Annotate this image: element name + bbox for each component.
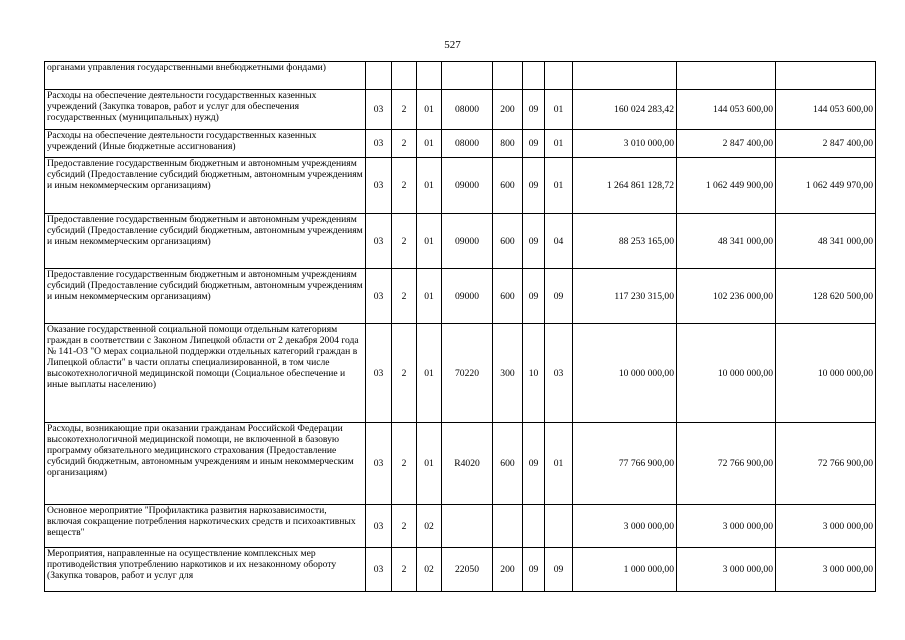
program-code-cell: 03 <box>366 269 392 324</box>
program-code-cell: 03 <box>366 423 392 505</box>
amount-year2-cell: 144 053 600,00 <box>677 90 776 130</box>
amount-year3-cell: 48 341 000,00 <box>776 214 876 269</box>
row-name-cell: Оказание государственной социальной помощи отдельным категориям граждан в соответствии с Законом Липецкой области от 2 декабря 2004 года № 141-ОЗ "О мерах социальной поддержки отдельных категорий граждан в Липецкой области" в части оплаты специализированной, в том числе высокотехнологичной медицинской помощи (Социальное обеспечение и иные выплаты населению) <box>45 324 366 423</box>
subsection-cell: 01 <box>545 90 573 130</box>
subprogram-code-cell: 2 <box>392 158 417 214</box>
amount-year2-cell: 2 847 400,00 <box>677 130 776 158</box>
amount-year2-cell: 48 341 000,00 <box>677 214 776 269</box>
expense-type-cell: 200 <box>493 548 523 592</box>
subsection-cell: 03 <box>545 324 573 423</box>
program-code-cell: 03 <box>366 130 392 158</box>
table-row <box>45 158 876 214</box>
row-name-cell: Предоставление государственным бюджетным и автономным учреждениям субсидий (Предоставление субсидий бюджетным, автономным учреждениям и иным некоммерческим организациям) <box>45 158 366 214</box>
subsection-cell: 01 <box>545 158 573 214</box>
measure-code-cell <box>417 62 442 90</box>
subsection-cell: 01 <box>545 130 573 158</box>
measure-code-cell: 01 <box>417 158 442 214</box>
amount-year2-cell: 1 062 449 900,00 <box>677 158 776 214</box>
measure-code-cell: 01 <box>417 130 442 158</box>
measure-code-cell: 02 <box>417 505 442 548</box>
program-code-cell: 03 <box>366 214 392 269</box>
row-name-cell: Расходы на обеспечение деятельности государственных казенных учреждений (Закупка товаров, работ и услуг для обеспечения государственных (муниципальных) нужд) <box>45 90 366 130</box>
amount-year1-cell: 1 000 000,00 <box>573 548 677 592</box>
measure-code-cell: 01 <box>417 423 442 505</box>
program-code-cell: 03 <box>366 90 392 130</box>
amount-year2-cell: 10 000 000,00 <box>677 324 776 423</box>
section-cell: 09 <box>523 423 545 505</box>
amount-year2-cell: 3 000 000,00 <box>677 505 776 548</box>
subsection-cell <box>545 505 573 548</box>
table-row <box>45 214 876 269</box>
table-row <box>45 269 876 324</box>
subsection-cell: 09 <box>545 548 573 592</box>
measure-code-cell: 01 <box>417 90 442 130</box>
amount-year3-cell: 3 000 000,00 <box>776 505 876 548</box>
section-cell: 10 <box>523 324 545 423</box>
amount-year2-cell: 102 236 000,00 <box>677 269 776 324</box>
amount-year3-cell: 128 620 500,00 <box>776 269 876 324</box>
amount-year1-cell: 3 000 000,00 <box>573 505 677 548</box>
direction-code-cell: R4020 <box>442 423 493 505</box>
table-body <box>45 62 876 592</box>
amount-year3-cell: 144 053 600,00 <box>776 90 876 130</box>
amount-year1-cell: 77 766 900,00 <box>573 423 677 505</box>
direction-code-cell: 09000 <box>442 269 493 324</box>
program-code-cell <box>366 62 392 90</box>
section-cell: 09 <box>523 90 545 130</box>
amount-year3-cell: 72 766 900,00 <box>776 423 876 505</box>
table-row <box>45 423 876 505</box>
program-code-cell: 03 <box>366 324 392 423</box>
section-cell: 09 <box>523 269 545 324</box>
amount-year1-cell: 1 264 861 128,72 <box>573 158 677 214</box>
measure-code-cell: 01 <box>417 269 442 324</box>
amount-year1-cell: 117 230 315,00 <box>573 269 677 324</box>
program-code-cell: 03 <box>366 505 392 548</box>
expense-type-cell: 800 <box>493 130 523 158</box>
amount-year3-cell: 1 062 449 970,00 <box>776 158 876 214</box>
amount-year2-cell: 3 000 000,00 <box>677 548 776 592</box>
row-name-cell: Расходы на обеспечение деятельности государственных казенных учреждений (Иные бюджетные ассигнования) <box>45 130 366 158</box>
subprogram-code-cell: 2 <box>392 324 417 423</box>
amount-year1-cell: 3 010 000,00 <box>573 130 677 158</box>
expense-type-cell: 600 <box>493 269 523 324</box>
table-row <box>45 130 876 158</box>
direction-code-cell: 09000 <box>442 214 493 269</box>
row-name-cell: Основное мероприятие "Профилактика развития наркозависимости, включая сокращение потребления наркотических средств и психоактивных веществ" <box>45 505 366 548</box>
subsection-cell: 04 <box>545 214 573 269</box>
subprogram-code-cell: 2 <box>392 548 417 592</box>
measure-code-cell: 01 <box>417 214 442 269</box>
amount-year3-cell: 3 000 000,00 <box>776 548 876 592</box>
expense-type-cell: 600 <box>493 214 523 269</box>
subsection-cell: 01 <box>545 423 573 505</box>
expense-type-cell <box>493 62 523 90</box>
subprogram-code-cell: 2 <box>392 269 417 324</box>
program-code-cell: 03 <box>366 548 392 592</box>
amount-year1-cell <box>573 62 677 90</box>
section-cell: 09 <box>523 214 545 269</box>
amount-year3-cell: 10 000 000,00 <box>776 324 876 423</box>
direction-code-cell: 22050 <box>442 548 493 592</box>
section-cell: 09 <box>523 158 545 214</box>
page-number: 527 <box>444 39 461 51</box>
direction-code-cell <box>442 505 493 548</box>
direction-code-cell: 09000 <box>442 158 493 214</box>
subsection-cell <box>545 62 573 90</box>
subprogram-code-cell: 2 <box>392 90 417 130</box>
table-row <box>45 62 876 90</box>
table-row <box>45 505 876 548</box>
measure-code-cell: 01 <box>417 324 442 423</box>
amount-year2-cell: 72 766 900,00 <box>677 423 776 505</box>
subprogram-code-cell: 2 <box>392 423 417 505</box>
amount-year3-cell: 2 847 400,00 <box>776 130 876 158</box>
amount-year3-cell <box>776 62 876 90</box>
subprogram-code-cell <box>392 62 417 90</box>
amount-year2-cell <box>677 62 776 90</box>
row-name-cell: Расходы, возникающие при оказании гражданам Российской Федерации высокотехнологичной медицинской помощи, не включенной в базовую программу обязательного медицинского страхования (Предоставление субсидий бюджетным, автономным учреждениям и иным некоммерческим организациям) <box>45 423 366 505</box>
expense-type-cell: 600 <box>493 423 523 505</box>
row-name-cell: органами управления государственными внебюджетными фондами) <box>45 62 366 90</box>
measure-code-cell: 02 <box>417 548 442 592</box>
table-row <box>45 90 876 130</box>
table-row <box>45 324 876 423</box>
row-name-cell: Мероприятия, направленные на осуществление комплексных мер противодействия употреблению наркотиков и их незаконному обороту (Закупка товаров, работ и услуг для <box>45 548 366 592</box>
subprogram-code-cell: 2 <box>392 214 417 269</box>
section-cell <box>523 505 545 548</box>
direction-code-cell <box>442 62 493 90</box>
row-name-cell: Предоставление государственным бюджетным и автономным учреждениям субсидий (Предоставление субсидий бюджетным, автономным учреждениям и иным некоммерческим организациям) <box>45 214 366 269</box>
subprogram-code-cell: 2 <box>392 130 417 158</box>
section-cell <box>523 62 545 90</box>
direction-code-cell: 08000 <box>442 130 493 158</box>
expense-type-cell: 200 <box>493 90 523 130</box>
row-name-cell: Предоставление государственным бюджетным и автономным учреждениям субсидий (Предоставление субсидий бюджетным, автономным учреждениям и иным некоммерческим организациям) <box>45 269 366 324</box>
expense-type-cell: 600 <box>493 158 523 214</box>
table-row <box>45 548 876 592</box>
expense-type-cell <box>493 505 523 548</box>
direction-code-cell: 70220 <box>442 324 493 423</box>
subprogram-code-cell: 2 <box>392 505 417 548</box>
program-code-cell: 03 <box>366 158 392 214</box>
section-cell: 09 <box>523 130 545 158</box>
amount-year1-cell: 88 253 165,00 <box>573 214 677 269</box>
expense-type-cell: 300 <box>493 324 523 423</box>
direction-code-cell: 08000 <box>442 90 493 130</box>
subsection-cell: 09 <box>545 269 573 324</box>
budget-table <box>44 61 876 592</box>
section-cell: 09 <box>523 548 545 592</box>
amount-year1-cell: 160 024 283,42 <box>573 90 677 130</box>
amount-year1-cell: 10 000 000,00 <box>573 324 677 423</box>
